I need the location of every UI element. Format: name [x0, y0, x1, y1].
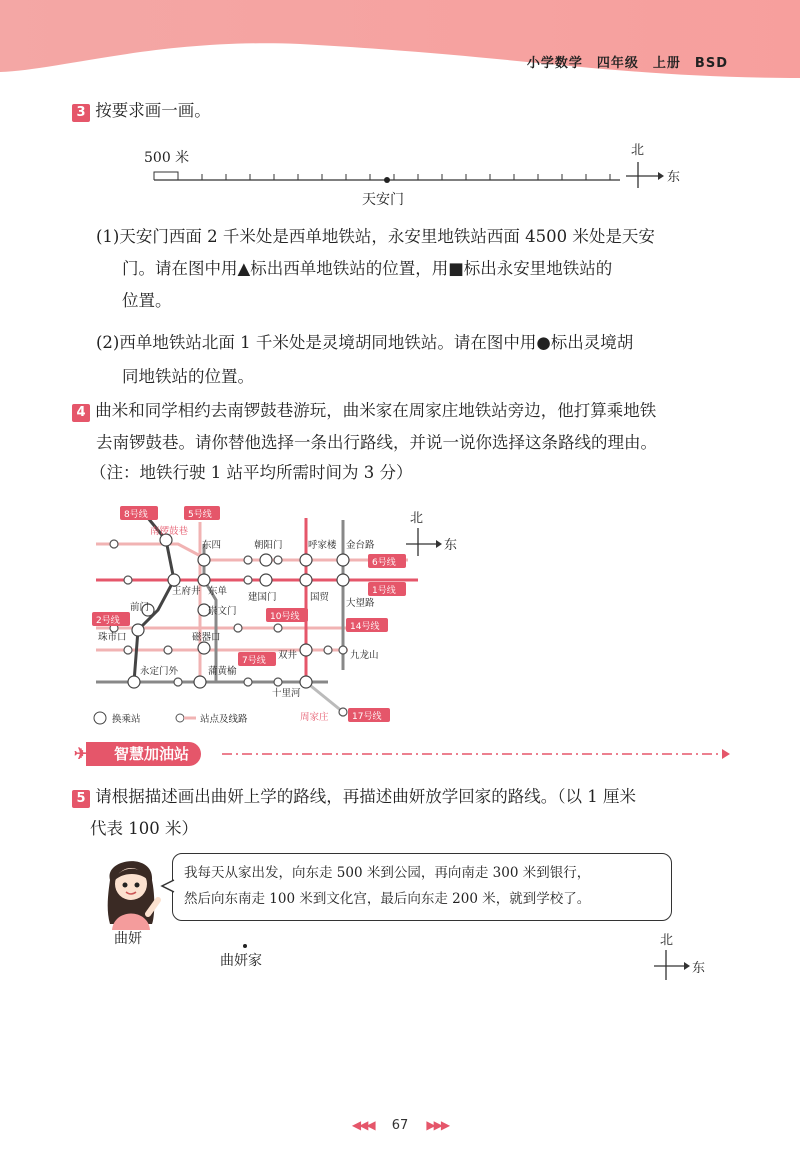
line-17	[306, 682, 343, 712]
q3-scale-line[interactable]	[140, 138, 700, 208]
st-dongsi: 东四	[202, 540, 222, 551]
st-qianmen: 前门	[130, 602, 150, 613]
section-icon: ✈	[74, 744, 88, 763]
st-jintailu: 金台路	[346, 540, 375, 551]
q4-line1: 曲米和同学相约去南锣鼓巷游玩，曲米家在周家庄地铁站旁边，他打算乘地铁	[95, 401, 657, 420]
tag-17: 17号线	[352, 712, 382, 722]
q3-prompt: 按要求画一画。	[95, 101, 211, 120]
girl-name: 曲妍	[114, 931, 142, 947]
q3-number: 3	[72, 104, 90, 122]
tag-5: 5号线	[188, 510, 212, 520]
home-point[interactable]	[243, 944, 247, 948]
st-puhuangyu: 蒲黄榆	[208, 666, 237, 677]
tag-2: 2号线	[96, 616, 120, 626]
st-shilihe: 十里河	[272, 688, 301, 699]
north-label: 北	[631, 143, 645, 158]
q4-line3: （注：地铁行驶 1 站平均所需时间为 3 分）	[90, 463, 413, 482]
q3-p1-line3: 位置。	[122, 291, 172, 310]
next-arrows[interactable]: ▶▶▶	[426, 1118, 449, 1132]
q4-text	[72, 398, 732, 486]
q3-p2-line1: (2)西单地铁站北面 1 千米处是灵境胡同地铁站。请在图中用●标出灵境胡	[96, 333, 634, 352]
st-chaoyangmen: 朝阳门	[254, 540, 283, 551]
book-title: 小学数学 四年级 上册 BSD	[526, 56, 728, 71]
bubble-tail	[160, 878, 176, 894]
home-label: 曲妍家	[220, 953, 262, 969]
q3-title	[72, 98, 211, 124]
svg-text:东: 东	[692, 961, 706, 976]
st-zhushikou: 珠市口	[98, 632, 127, 643]
q5-line1: 请根据描述画出曲妍上学的路线，再描述曲妍放学回家的路线。（以 1 厘米	[95, 787, 636, 806]
subway-map	[88, 500, 468, 732]
tag-14: 14号线	[350, 622, 380, 632]
st-ciqikou: 磁器口	[192, 632, 221, 643]
q5-number: 5	[72, 790, 90, 808]
map-compass	[406, 511, 457, 556]
page-number: 67	[391, 1118, 409, 1133]
tag-1: 1号线	[372, 586, 396, 596]
map-legend	[94, 712, 248, 725]
st-shuangjing: 双井	[278, 650, 298, 661]
prev-arrows[interactable]: ◀◀◀	[351, 1118, 374, 1132]
tag-7: 7号线	[242, 656, 266, 666]
tag-8: 8号线	[124, 510, 148, 520]
svg-text:北: 北	[410, 511, 424, 526]
q4-line2: 去南锣鼓巷。请你替他选择一条出行路线，并说一说你选择这条路线的理由。	[96, 433, 657, 452]
svg-text:北: 北	[660, 933, 674, 948]
q3-p2-line2: 同地铁站的位置。	[122, 367, 254, 386]
st-dawanglu: 大望路	[346, 598, 375, 609]
st-jiulongshan: 九龙山	[350, 650, 379, 661]
girl-avatar	[96, 850, 168, 930]
east-label: 东	[667, 170, 681, 185]
st-dongdan: 东单	[208, 586, 228, 597]
tag-6: 6号线	[372, 558, 396, 568]
tiananmen-label: 天安门	[362, 192, 404, 208]
st-nanluoguxiang: 南锣鼓巷	[150, 526, 189, 537]
st-hujialou: 呼家楼	[308, 540, 337, 551]
st-yongdingmenwai: 永定门外	[140, 666, 179, 677]
st-guomao: 国贸	[310, 592, 330, 603]
legend-line: 站点及线路	[200, 714, 248, 725]
q5-line2: 代表 100 米）	[90, 819, 198, 838]
bubble-text	[184, 860, 664, 912]
q3-compass	[626, 143, 680, 188]
section-title: 智慧加油站	[86, 742, 201, 766]
q5-compass	[640, 928, 710, 984]
q3-p1-line1: (1)天安门西面 2 千米处是西单地铁站，永安里地铁站西面 4500 米处是天安	[96, 227, 655, 246]
svg-text:东: 东	[444, 538, 458, 553]
q5-text	[72, 784, 732, 842]
bubble-line1: 我每天从家出发，向东走 500 米到公园，再向南走 300 米到银行，	[184, 865, 591, 881]
q3-p1-line2: 门。请在图中用▲标出西单地铁站的位置，用■标出永安里地铁站的	[122, 259, 613, 278]
q3-part2	[96, 330, 736, 390]
scale-ticks	[154, 174, 610, 180]
tiananmen-point	[384, 177, 390, 183]
st-wangfujing: 王府井	[172, 586, 201, 597]
legend-transfer: 换乘站	[112, 714, 141, 725]
q3-part1	[96, 224, 736, 314]
bubble-line2: 然后向东南走 100 米到文化宫，最后向东走 200 米，就到学校了。	[184, 891, 591, 907]
q4-number: 4	[72, 404, 90, 422]
st-zhoujiazhuang: 周家庄	[300, 712, 329, 723]
tag-10: 10号线	[270, 612, 300, 622]
st-jianguomen: 建国门	[248, 592, 277, 603]
page-footer	[0, 1118, 800, 1133]
st-chongwenmen: 崇文门	[208, 606, 237, 617]
scale-label: 500 米	[144, 150, 190, 166]
